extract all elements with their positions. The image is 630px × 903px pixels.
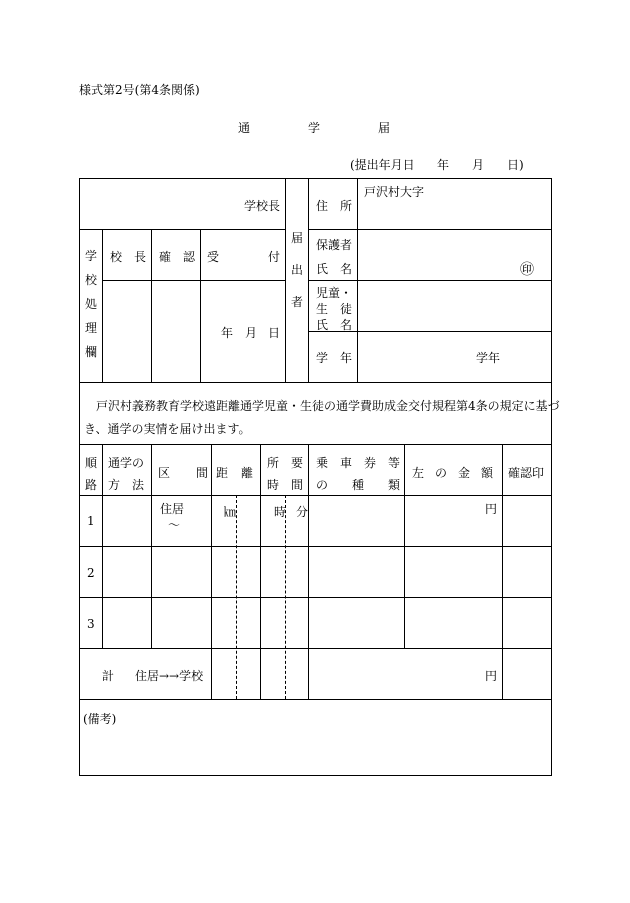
row-1-no: 1 — [87, 514, 95, 528]
title-char-2: 学 — [308, 121, 321, 135]
student-label-2: 生 徒 — [316, 302, 353, 316]
receipt-col-header-2: 付 — [268, 250, 281, 264]
distance-header-1: 距 — [216, 466, 229, 480]
order-header-2: 路 — [85, 478, 98, 492]
principal-col-header: 校 長 — [110, 250, 147, 264]
submit-date-month: 月 — [472, 158, 485, 172]
principal-label: 学校長 — [244, 199, 281, 213]
title-char-1: 通 — [238, 121, 251, 135]
title-char-3: 届 — [378, 121, 391, 135]
row-1-hour: 時 — [274, 505, 287, 519]
row-1-tilde: ～ — [168, 518, 181, 532]
remarks-label: (備考) — [83, 712, 117, 726]
order-header-1: 順 — [85, 456, 98, 470]
amount-header-2: の — [435, 466, 448, 480]
row-1-minute: 分 — [296, 505, 309, 519]
total-yen: 円 — [485, 669, 498, 683]
grade-label: 学 年 — [316, 351, 353, 365]
distance-header-2: 離 — [241, 466, 254, 480]
school-processing-label: 学 校 処 理 欄 — [84, 249, 97, 359]
guardian-label-1: 保護者 — [316, 238, 353, 252]
total-label: 計 — [102, 669, 115, 683]
section-header-2: 間 — [196, 466, 209, 480]
receipt-year: 年 — [221, 326, 234, 340]
confirm-col-header: 確 認 — [159, 250, 196, 264]
grade-value: 学年 — [476, 351, 501, 365]
method-header-1: 通学の — [108, 456, 145, 470]
row-1-from: 住居 — [160, 502, 185, 516]
amount-header-1: 左 — [412, 466, 425, 480]
receipt-col-header: 受 — [207, 250, 220, 264]
section-header-1: 区 — [158, 466, 171, 480]
time-header-1: 所 要 — [267, 456, 304, 470]
time-header-2: 時 間 — [267, 478, 304, 492]
row-1-km: ㎞ — [224, 505, 237, 519]
method-header-2: 方 法 — [108, 478, 145, 492]
submit-date-day: 日) — [507, 158, 524, 172]
statement-line-1: 戸沢村義務教育学校遠距離通学児童・生徒の通学費助成金交付規程第4条の規定に基づ — [96, 399, 560, 413]
submit-date-year: 年 — [437, 158, 450, 172]
address-value: 戸沢村大字 — [364, 185, 425, 199]
amount-header-3: 金 — [458, 466, 471, 480]
amount-header-4: 額 — [481, 466, 494, 480]
student-label-3: 氏 名 — [316, 318, 353, 332]
receipt-month: 月 — [245, 326, 258, 340]
applicant-label: 届 出 者 — [290, 231, 303, 309]
student-label-1: 児童・ — [316, 286, 353, 300]
address-label: 住 所 — [316, 199, 353, 213]
row-1-yen: 円 — [485, 502, 498, 516]
guardian-label-2: 氏 名 — [316, 262, 353, 276]
statement-line-2: き、通学の実情を届け出ます。 — [84, 422, 251, 436]
ticket-header-1: 乗 車 券 等 — [316, 456, 401, 470]
total-route: 住居→→学校 — [135, 669, 204, 683]
form-number: 様式第2号(第4条関係) — [79, 83, 200, 97]
receipt-day: 日 — [268, 326, 281, 340]
seal-mark: ㊞ — [520, 262, 534, 278]
submit-date-label: (提出年月日 — [350, 158, 415, 172]
row-2-no: 2 — [87, 566, 95, 580]
seal-header: 確認印 — [508, 466, 545, 480]
row-3-no: 3 — [87, 617, 95, 631]
ticket-header-2: の 種 類 — [316, 478, 401, 492]
